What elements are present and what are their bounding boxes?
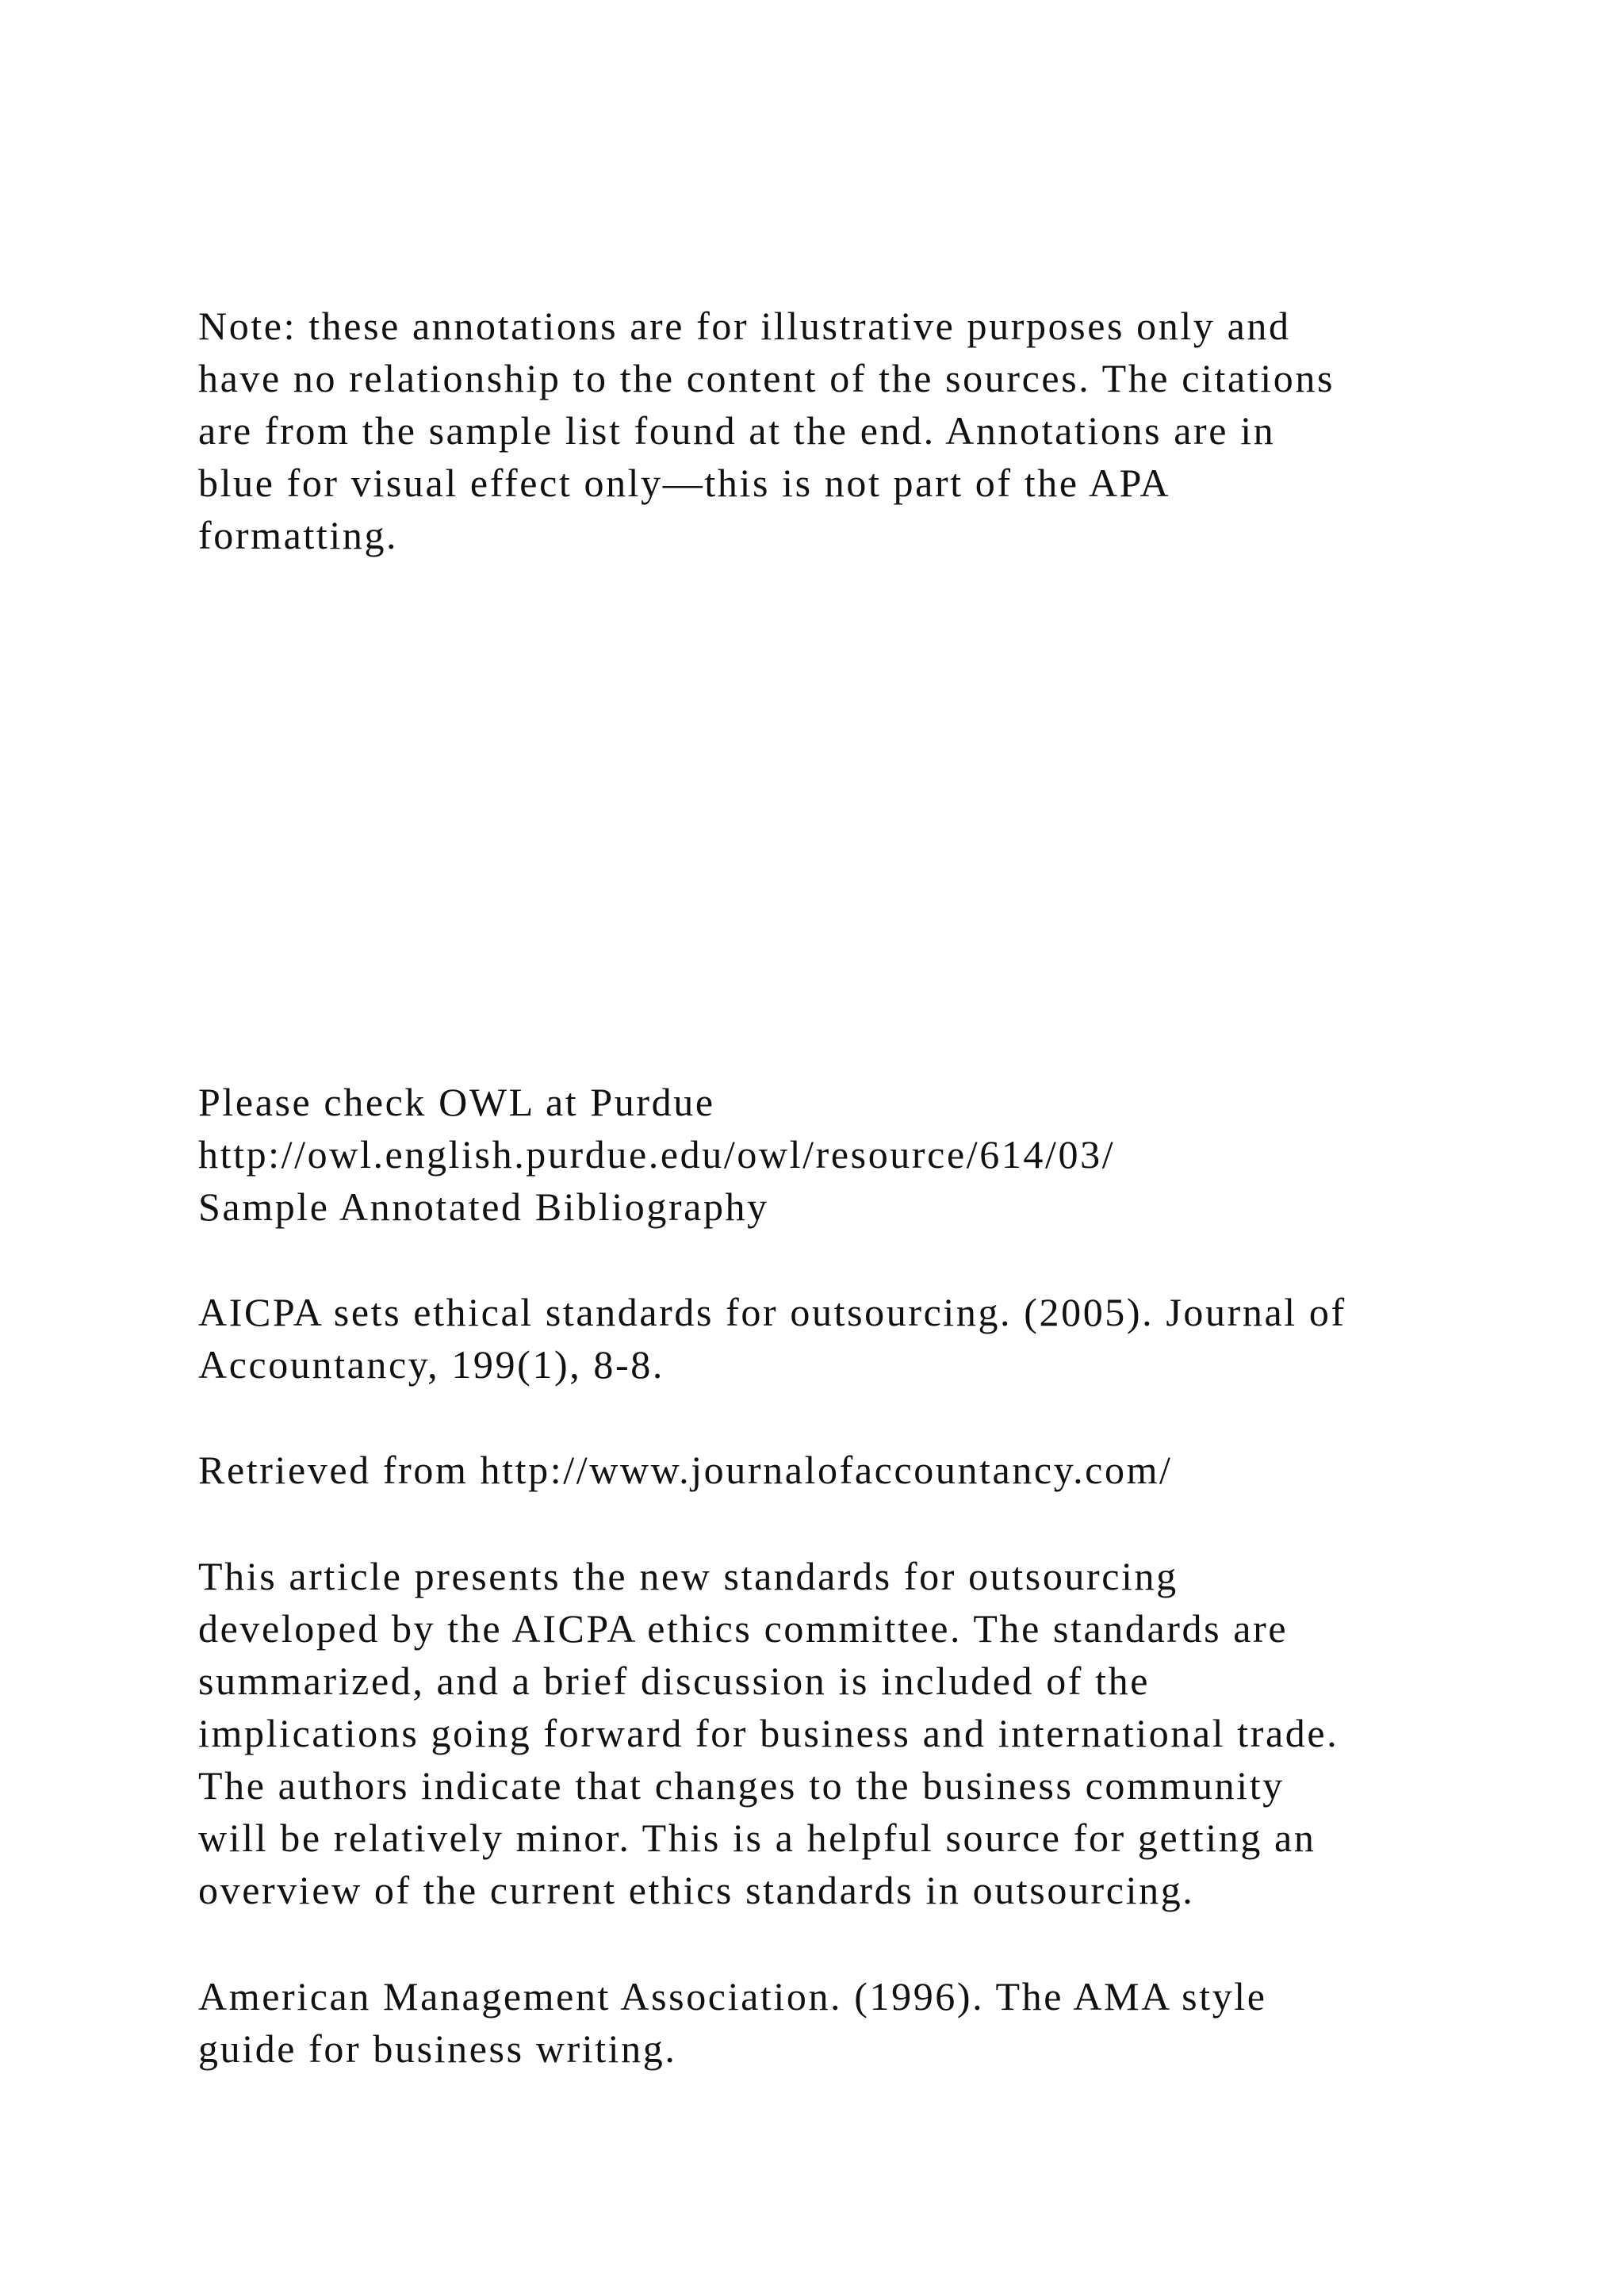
annotation-line: This article presents the new standards for outsourcing: [198, 1554, 1178, 1598]
citation-line: Accountancy, 199(1), 8-8.: [198, 1342, 665, 1387]
citation-line: guide for business writing.: [198, 2026, 677, 2071]
citation-line: AICPA sets ethical standards for outsourcing. (2005). Journal of: [198, 1290, 1346, 1334]
annotation-line: developed by the AICPA ethics committee. The standards are: [198, 1606, 1289, 1651]
annotation-line: summarized, and a brief discussion is included of the: [198, 1659, 1151, 1703]
annotation-line: implications going forward for business and international trade.: [198, 1711, 1339, 1755]
owl-heading: Please check OWL at Purdue: [198, 1080, 715, 1124]
owl-reference: [198, 1076, 1499, 1233]
retrieved-line: Retrieved from http://www.journalofaccountancy.com/: [198, 1448, 1173, 1492]
note-paragraph: [198, 300, 1499, 561]
annotation-line: will be relatively minor. This is a helpful source for getting an: [198, 1816, 1316, 1860]
owl-url: http://owl.english.purdue.edu/owl/resource/614/03/: [198, 1132, 1116, 1177]
note-line: formatting.: [198, 513, 399, 557]
retrieved-from: [198, 1444, 1499, 1496]
note-line: have no relationship to the content of the sources. The citations: [198, 356, 1335, 400]
note-line: blue for visual effect only—this is not part of the APA: [198, 461, 1171, 505]
citation-ama: [198, 1970, 1499, 2075]
citation-aicpa: [198, 1286, 1499, 1391]
annotation-line: The authors indicate that changes to the business community: [198, 1763, 1285, 1808]
note-line: Note: these annotations are for illustrative purposes only and: [198, 304, 1291, 348]
note-line: are from the sample list found at the end. Annotations are in: [198, 408, 1276, 453]
citation-line: American Management Association. (1996). The AMA style: [198, 1974, 1267, 2019]
owl-title: Sample Annotated Bibliography: [198, 1184, 769, 1229]
annotation-aicpa: [198, 1550, 1499, 1916]
annotation-line: overview of the current ethics standards in outsourcing.: [198, 1868, 1195, 1912]
